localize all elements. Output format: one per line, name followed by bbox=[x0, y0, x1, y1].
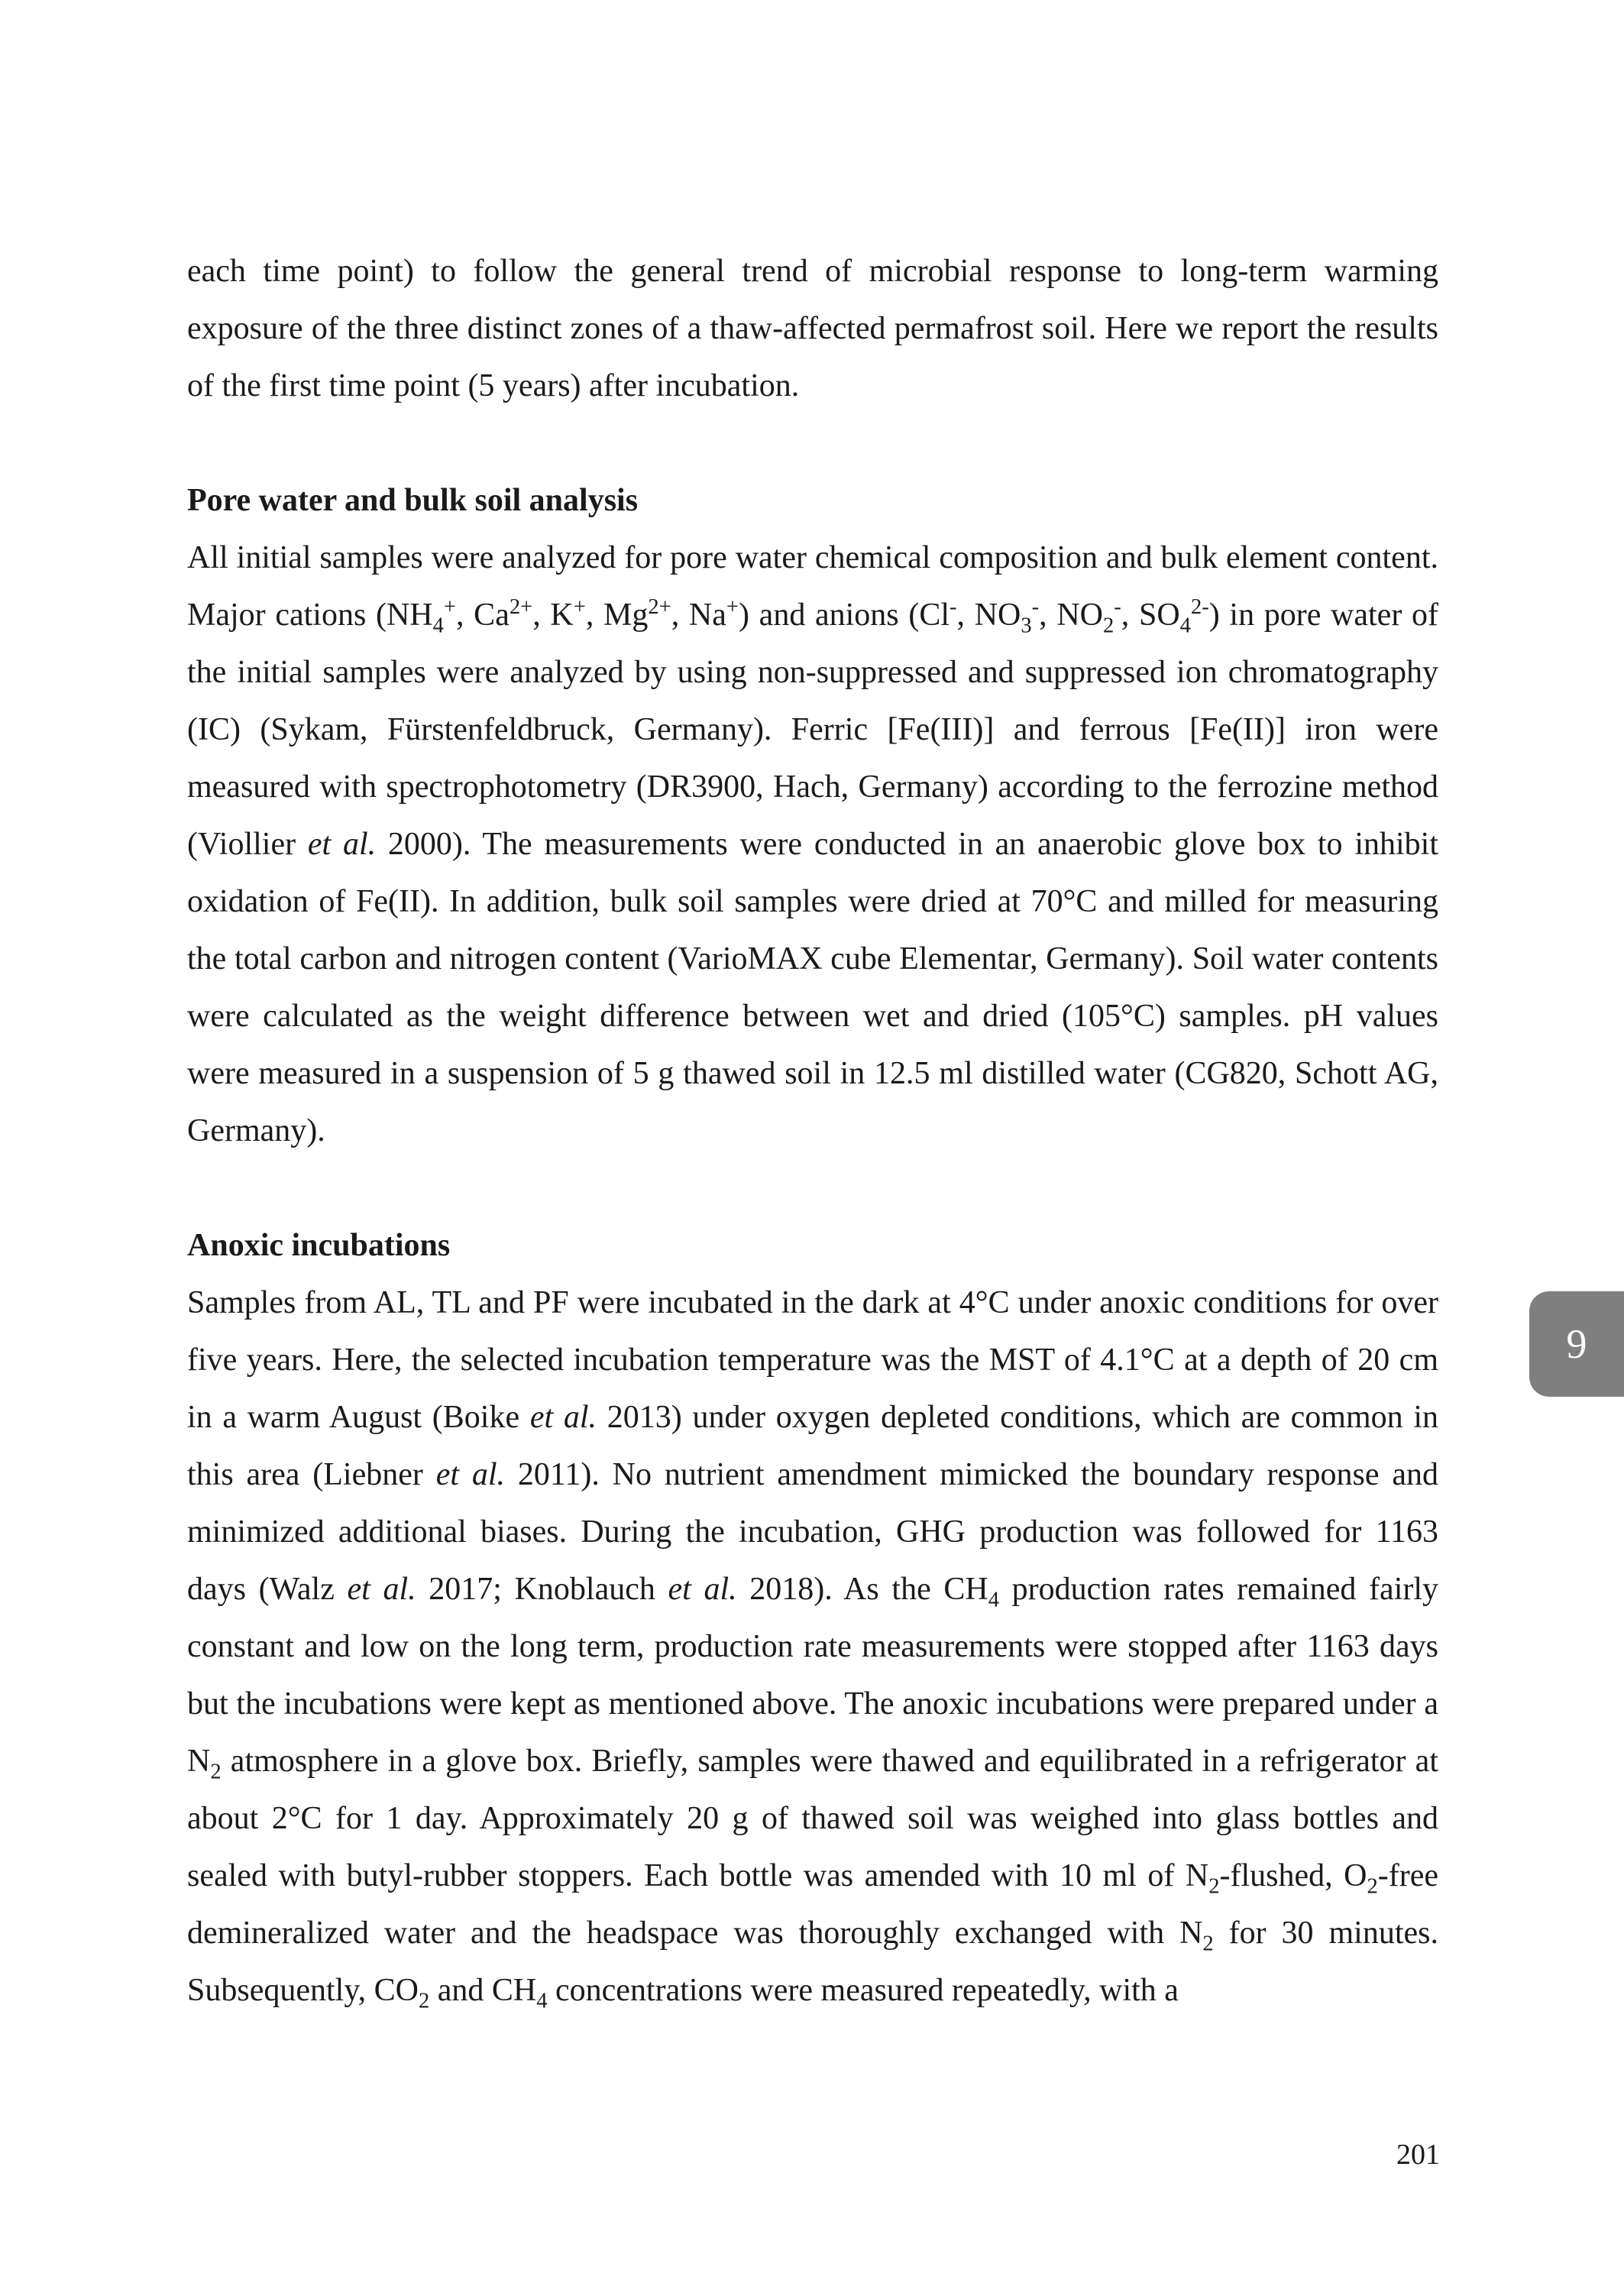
section-heading: Pore water and bulk soil analysis bbox=[187, 483, 639, 518]
page-body bbox=[187, 243, 1438, 2019]
section-pore-water bbox=[187, 472, 1438, 1160]
section-anoxic bbox=[187, 1217, 1438, 2019]
section-heading: Anoxic incubations bbox=[187, 1228, 451, 1263]
anoxic-paragraph: Samples from AL, TL and PF were incubated in the dark at 4°C under anoxic conditions for over five years. Here, the selected incubation temperature was the MST of 4.1°C at a depth of 20 cm in a warm August (Boike et al. 2013) under oxygen depleted conditions, which are common in this area (Liebner et al. 2011). No nutrient amendment mimicked the boundary response and minimized additional biases. During the incubation, GHG production was followed for 1163 days (Walz et al. 2017; Knoblauch et al. 2018). As the $CH_4$ production rates remained fairly constant and low on the long term, production rate measurements were stopped after 1163 days but the incubations were kept as mentioned above. The anoxic incubations were prepared under a $N_2$ atmosphere in a glove box. Briefly, samples were thawed and equilibrated in a refrigerator at about 2°C for 1 day. Approximately 20 g of thawed soil was weighed into glass bottles and sealed with butyl-rubber stoppers. Each bottle was amended with 10 ml of $N_2$-flushed, $O_2$-free demineralized water and the headspace was thoroughly exchanged with $N_2$ for 30 minutes. Subsequently, $CO_2$ and $CH_4$ concentrations were measured repeatedly, with a bbox=[187, 1285, 1439, 2013]
pore-water-paragraph: All initial samples were analyzed for pore water chemical composition and bulk element content. Major cations ($NH_4^+$, $Ca^{2+}$, K+, $Mg^{2+}$, Na+) and anions (Cl-, $NO_3^-$, $NO_2^-$, $SO_4^{2-}$) in pore water of the initial samples were analyzed by using non-suppressed and suppressed ion chromatography (IC) (Sykam, Fürstenfeldbruck, Germany). Ferric [Fe(III)] and ferrous [Fe(II)] iron were measured with spectrophotometry (DR3900, Hach, Germany) according to the ferrozine method (Viollier et al. 2000). The measurements were conducted in an anaerobic glove box to inhibit oxidation of Fe(II). In addition, bulk soil samples were dried at 70°C and milled for measuring the total carbon and nitrogen content (VarioMAX cube Elementar, Germany). Soil water contents were calculated as the weight difference between wet and dried (105°C) samples. pH values were measured in a suspension of 5 g thawed soil in 12.5 ml distilled water (CG820, Schott AG, Germany). bbox=[187, 540, 1438, 1148]
page-number: 201 bbox=[1396, 2139, 1440, 2171]
chapter-tab: 9 bbox=[1529, 1291, 1624, 1397]
intro-paragraph: each time point) to follow the general trend of microbial response to long-term warming exposure of the three distinct zones of a thaw-affected permafrost soil. Here we report the results of the first time point (5 years) after incubation. bbox=[187, 254, 1438, 403]
